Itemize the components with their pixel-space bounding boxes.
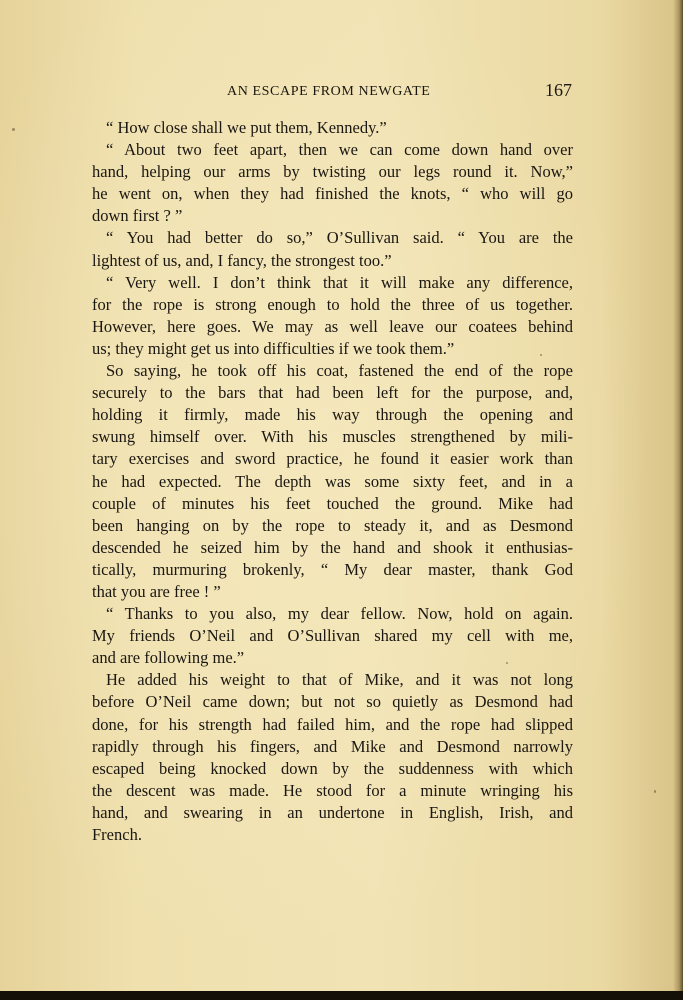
text-line: “ Very well. I don’t think that it will make any difference, bbox=[106, 272, 573, 292]
paper-speck bbox=[654, 790, 656, 793]
text-line: for the rope is strong enough to hold the three of us together. bbox=[92, 294, 573, 314]
text-line: us; they might get us into difficulties if we took them.” bbox=[92, 338, 455, 358]
text-line: down first ? ” bbox=[92, 206, 183, 226]
text-line: he went on, when they had finished the knots, “ who will go bbox=[92, 184, 573, 204]
text-line: So saying, he took off his coat, fastened the end of the rope bbox=[106, 361, 573, 381]
running-title: AN ESCAPE FROM NEWGATE bbox=[227, 84, 431, 99]
page-number: 167 bbox=[545, 80, 572, 100]
text-line: couple of minutes his feet touched the ground. Mike had bbox=[92, 493, 573, 513]
text-line: descended he seized him by the hand and shook it enthusias- bbox=[92, 537, 573, 557]
text-line: My friends O’Neil and O’Sullivan shared my cell with me, bbox=[92, 626, 573, 646]
text-line: rapidly through his fingers, and Mike and Desmond narrowly bbox=[92, 736, 573, 756]
text-line: “ How close shall we put them, Kennedy.” bbox=[106, 118, 387, 137]
text-line: before O’Neil came down; but not so quietly as Desmond had bbox=[92, 692, 573, 712]
text-line: tically, murmuring brokenly, “ My dear master, thank God bbox=[92, 559, 573, 579]
text-line: securely to the bars that had been left for the purpose, and, bbox=[92, 383, 573, 403]
text-line: holding it firmly, made his way through the opening and bbox=[92, 405, 573, 425]
text-line: However, here goes. We may as well leave our coatees behind bbox=[92, 316, 573, 336]
text-line: hand, helping our arms by twisting our legs round it. Now,” bbox=[92, 162, 573, 182]
text-line: that you are free ! ” bbox=[92, 581, 221, 601]
text-line: “ About two feet apart, then we can come down hand over bbox=[106, 140, 573, 160]
paper-speck bbox=[12, 128, 15, 131]
text-line: hand, and swearing in an undertone in English, Irish, and bbox=[92, 802, 573, 822]
text-line: “ Thanks to you also, my dear fellow. Now, hold on again. bbox=[106, 604, 573, 624]
text-line: swung himself over. With his muscles strengthened by mili- bbox=[92, 427, 573, 447]
text-line: been hanging on by the rope to steady it, and as Desmond bbox=[92, 515, 573, 535]
text-line: “ You had better do so,” O’Sullivan said. “ You are the bbox=[106, 228, 573, 248]
text-line: He added his weight to that of Mike, and it was not long bbox=[106, 670, 573, 690]
text-line: French. bbox=[92, 825, 142, 844]
bottom-edge-shadow bbox=[0, 991, 683, 1000]
text-line: and are following me.” bbox=[92, 648, 245, 668]
body-text bbox=[92, 117, 573, 846]
text-line: escaped being knocked down by the suddenness with which bbox=[92, 758, 573, 778]
text-line: tary exercises and sword practice, he found it easier work than bbox=[92, 449, 573, 469]
text-line: he had expected. The depth was some sixty feet, and in a bbox=[92, 471, 573, 491]
page-edge-shadow bbox=[673, 0, 683, 1000]
text-line: done, for his strength had failed him, and the rope had slipped bbox=[92, 714, 573, 734]
running-head bbox=[227, 80, 572, 104]
text-line: the descent was made. He stood for a minute wringing his bbox=[92, 780, 573, 800]
text-line: lightest of us, and, I fancy, the strongest too.” bbox=[92, 250, 392, 270]
